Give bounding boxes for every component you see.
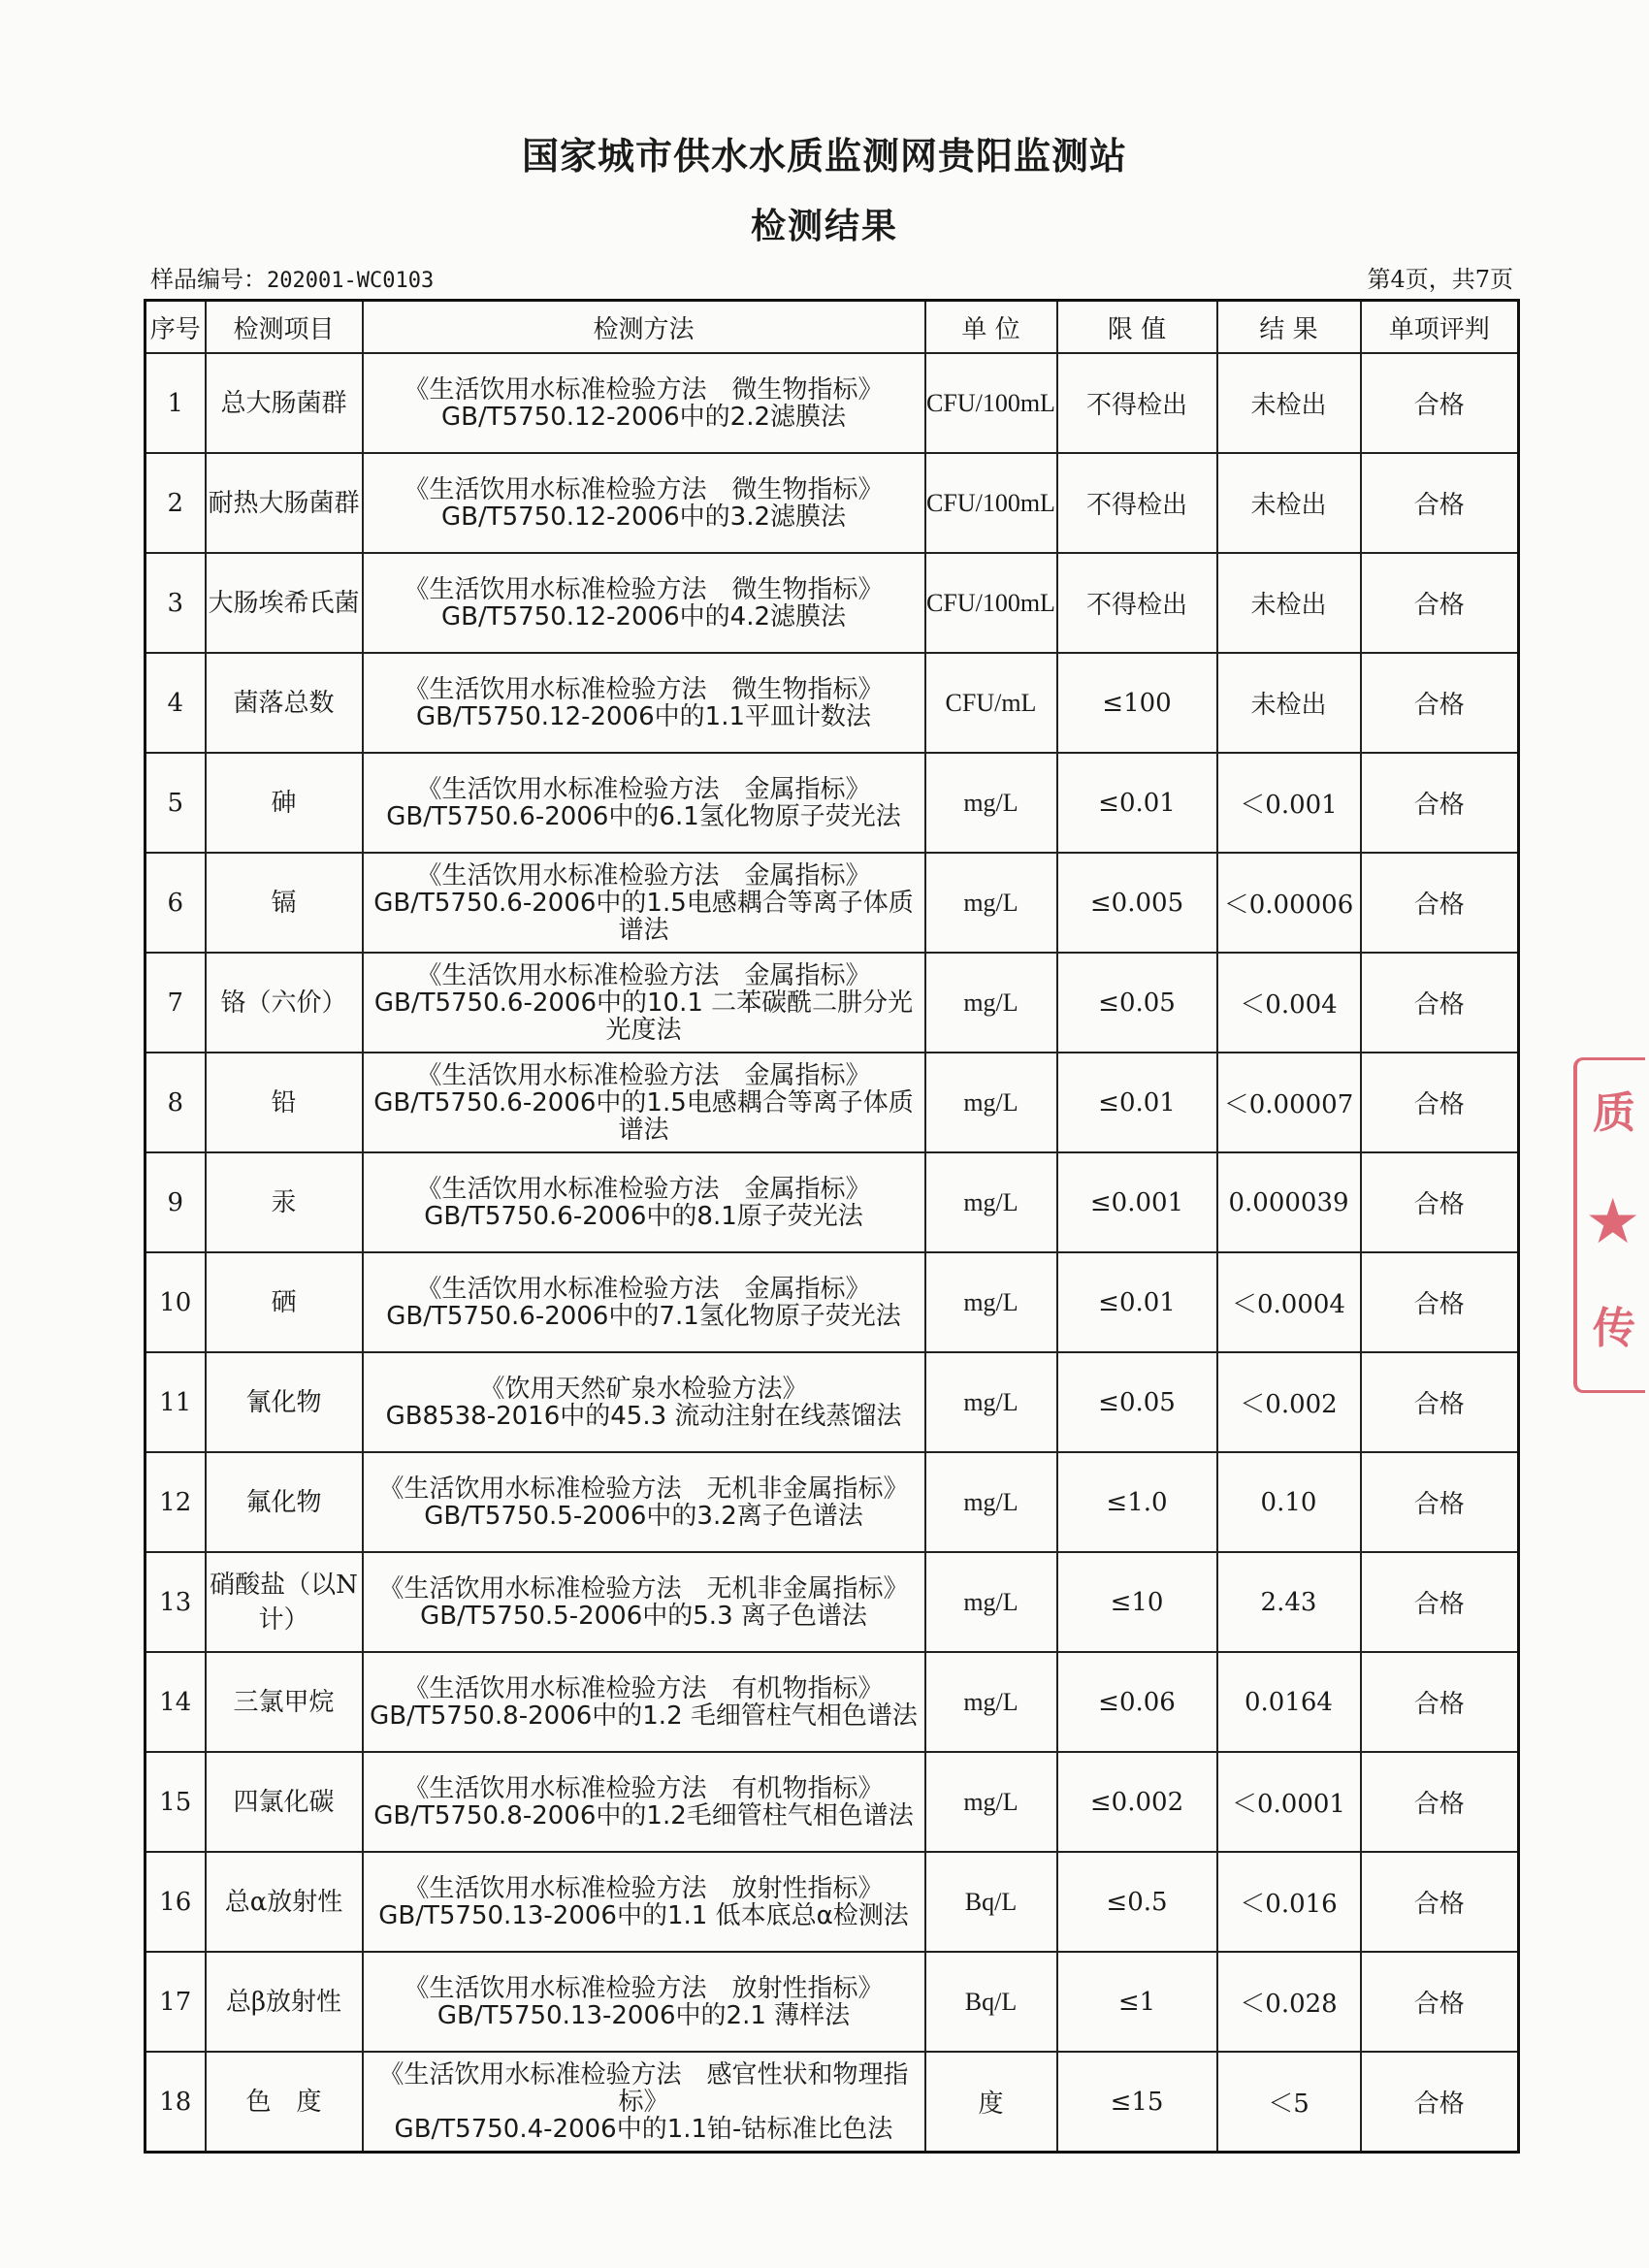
unit: mg/L xyxy=(925,1252,1057,1352)
judgement: 合格 xyxy=(1361,1352,1519,1452)
test-item: 三氯甲烷 xyxy=(206,1652,363,1752)
method-standard: 《生活饮用水标准检验方法 微生物指标》 xyxy=(404,574,884,604)
method-clause: GB8538-2016中的45.3 流动注射在线蒸馏法 xyxy=(385,1401,902,1431)
limit-value: ≤0.5 xyxy=(1057,1852,1217,1952)
star-icon: ★ xyxy=(1585,1186,1641,1258)
judgement: 合格 xyxy=(1361,2052,1519,2153)
limit-value: ≤0.05 xyxy=(1057,953,1217,1053)
judgement: 合格 xyxy=(1361,653,1519,753)
unit: mg/L xyxy=(925,753,1057,853)
judgement: 合格 xyxy=(1361,553,1519,653)
unit: mg/L xyxy=(925,1752,1057,1852)
table-row xyxy=(146,553,1519,653)
method-clause: GB/T5750.13-2006中的2.1 薄样法 xyxy=(436,2000,851,2030)
column-header: 限 值 xyxy=(1057,301,1217,354)
table-row xyxy=(146,1752,1519,1852)
row-number: 9 xyxy=(146,1152,206,1252)
test-item: 硝酸盐（以N计） xyxy=(206,1552,363,1652)
test-item: 铬（六价） xyxy=(206,953,363,1053)
test-item: 菌落总数 xyxy=(206,653,363,753)
test-method xyxy=(363,653,925,753)
method-clause: GB/T5750.5-2006中的5.3 离子色谱法 xyxy=(420,1601,867,1631)
unit: mg/L xyxy=(925,853,1057,953)
test-item: 氰化物 xyxy=(206,1352,363,1452)
method-standard: 《生活饮用水标准检验方法 无机非金属指标》 xyxy=(378,1573,909,1604)
unit: Bq/L xyxy=(925,1852,1057,1952)
row-number: 12 xyxy=(146,1452,206,1552)
unit: mg/L xyxy=(925,1552,1057,1652)
table-row xyxy=(146,353,1519,453)
result-value: 0.10 xyxy=(1217,1452,1361,1552)
method-standard: 《生活饮用水标准检验方法 金属指标》 xyxy=(416,1174,871,1204)
method-clause: GB/T5750.8-2006中的1.2 毛细管柱气相色谱法 xyxy=(370,1701,918,1731)
row-number: 11 xyxy=(146,1352,206,1452)
row-number: 4 xyxy=(146,653,206,753)
row-number: 2 xyxy=(146,453,206,553)
test-method xyxy=(363,1552,925,1652)
table-row xyxy=(146,1652,1519,1752)
test-item: 氟化物 xyxy=(206,1452,363,1552)
unit: CFU/100mL xyxy=(925,453,1057,553)
method-standard: 《生活饮用水标准检验方法 有机物指标》 xyxy=(404,1673,884,1703)
row-number: 10 xyxy=(146,1252,206,1352)
method-clause: GB/T5750.6-2006中的1.5电感耦合等离子体质谱法 xyxy=(373,888,914,945)
test-method xyxy=(363,2052,925,2153)
table-row xyxy=(146,1252,1519,1352)
method-clause: GB/T5750.6-2006中的7.1氢化物原子荧光法 xyxy=(386,1301,901,1331)
judgement: 合格 xyxy=(1361,1952,1519,2052)
method-clause: GB/T5750.4-2006中的1.1铂-钴标准比色法 xyxy=(394,2114,893,2144)
result-value: ＜0.016 xyxy=(1217,1852,1361,1952)
result-value: ＜0.028 xyxy=(1217,1952,1361,2052)
method-standard: 《生活饮用水标准检验方法 金属指标》 xyxy=(416,774,871,804)
test-item: 色 度 xyxy=(206,2052,363,2153)
row-number: 3 xyxy=(146,553,206,653)
limit-value: ≤0.06 xyxy=(1057,1652,1217,1752)
judgement: 合格 xyxy=(1361,1652,1519,1752)
result-value: ＜0.00006 xyxy=(1217,853,1361,953)
method-clause: GB/T5750.8-2006中的1.2毛细管柱气相色谱法 xyxy=(373,1800,914,1831)
judgement: 合格 xyxy=(1361,953,1519,1053)
test-method xyxy=(363,1152,925,1252)
judgement: 合格 xyxy=(1361,1852,1519,1952)
test-method xyxy=(363,1952,925,2052)
table-row xyxy=(146,1852,1519,1952)
table-row xyxy=(146,1952,1519,2052)
test-method xyxy=(363,1053,925,1152)
method-clause: GB/T5750.6-2006中的8.1原子荧光法 xyxy=(424,1201,863,1231)
limit-value: ≤100 xyxy=(1057,653,1217,753)
method-standard: 《生活饮用水标准检验方法 微生物指标》 xyxy=(404,474,884,504)
method-standard: 《生活饮用水标准检验方法 金属指标》 xyxy=(416,960,871,990)
result-value: 未检出 xyxy=(1217,453,1361,553)
column-header: 单 位 xyxy=(925,301,1057,354)
method-clause: GB/T5750.5-2006中的3.2离子色谱法 xyxy=(424,1501,863,1531)
method-clause: GB/T5750.6-2006中的1.5电感耦合等离子体质谱法 xyxy=(373,1087,914,1145)
test-item: 铅 xyxy=(206,1053,363,1152)
result-value: 0.0164 xyxy=(1217,1652,1361,1752)
unit: mg/L xyxy=(925,1452,1057,1552)
test-method xyxy=(363,1252,925,1352)
unit: mg/L xyxy=(925,1352,1057,1452)
method-standard: 《生活饮用水标准检验方法 金属指标》 xyxy=(416,860,871,891)
judgement: 合格 xyxy=(1361,1053,1519,1152)
method-clause: GB/T5750.6-2006中的10.1 二苯碳酰二肼分光光度法 xyxy=(373,988,914,1045)
method-standard: 《生活饮用水标准检验方法 放射性指标》 xyxy=(404,1973,884,2003)
unit: mg/L xyxy=(925,953,1057,1053)
table-body xyxy=(146,353,1519,2153)
row-number: 5 xyxy=(146,753,206,853)
test-item: 砷 xyxy=(206,753,363,853)
judgement: 合格 xyxy=(1361,1152,1519,1252)
sample-number xyxy=(150,260,434,294)
result-value: ＜0.00007 xyxy=(1217,1053,1361,1152)
method-clause: GB/T5750.12-2006中的2.2滤膜法 xyxy=(440,402,847,432)
method-clause: GB/T5750.12-2006中的3.2滤膜法 xyxy=(440,502,847,532)
test-method xyxy=(363,753,925,853)
row-number: 8 xyxy=(146,1053,206,1152)
table-row xyxy=(146,1352,1519,1452)
judgement: 合格 xyxy=(1361,1252,1519,1352)
stamp-char-top: 质 xyxy=(1593,1088,1635,1138)
unit: CFU/mL xyxy=(925,653,1057,753)
row-number: 1 xyxy=(146,353,206,453)
judgement: 合格 xyxy=(1361,453,1519,553)
table-row xyxy=(146,1552,1519,1652)
unit: CFU/100mL xyxy=(925,353,1057,453)
limit-value: 不得检出 xyxy=(1057,353,1217,453)
table-row xyxy=(146,453,1519,553)
result-value: ＜0.002 xyxy=(1217,1352,1361,1452)
table-row xyxy=(146,1152,1519,1252)
judgement: 合格 xyxy=(1361,853,1519,953)
test-method xyxy=(363,1352,925,1452)
limit-value: ≤0.002 xyxy=(1057,1752,1217,1852)
table-row xyxy=(146,1452,1519,1552)
limit-value: ≤0.05 xyxy=(1057,1352,1217,1452)
page-info: 第4页，共7页 xyxy=(1367,266,1513,293)
result-value: 未检出 xyxy=(1217,553,1361,653)
test-item: 汞 xyxy=(206,1152,363,1252)
test-method xyxy=(363,353,925,453)
row-number: 16 xyxy=(146,1852,206,1952)
method-standard: 《生活饮用水标准检验方法 微生物指标》 xyxy=(404,374,884,405)
meta-row xyxy=(150,260,1513,294)
test-item: 耐热大肠菌群 xyxy=(206,453,363,553)
method-standard: 《生活饮用水标准检验方法 金属指标》 xyxy=(416,1274,871,1304)
judgement: 合格 xyxy=(1361,353,1519,453)
table-header-row xyxy=(146,301,1519,354)
test-item: 硒 xyxy=(206,1252,363,1352)
method-clause: GB/T5750.6-2006中的6.1氢化物原子荧光法 xyxy=(386,801,901,831)
test-method xyxy=(363,853,925,953)
table-row xyxy=(146,1053,1519,1152)
results-table xyxy=(144,299,1520,2154)
judgement: 合格 xyxy=(1361,1752,1519,1852)
test-item: 总大肠菌群 xyxy=(206,353,363,453)
stamp-char-bottom: 传 xyxy=(1593,1304,1635,1353)
result-value: ＜0.0004 xyxy=(1217,1252,1361,1352)
judgement: 合格 xyxy=(1361,1452,1519,1552)
method-standard: 《生活饮用水标准检验方法 微生物指标》 xyxy=(404,674,884,704)
sample-number-value: 202001-WC0103 xyxy=(267,269,435,293)
method-standard: 《饮用天然矿泉水检验方法》 xyxy=(479,1374,808,1404)
table-row xyxy=(146,2052,1519,2153)
result-value: 未检出 xyxy=(1217,353,1361,453)
table-row xyxy=(146,753,1519,853)
limit-value: ≤0.001 xyxy=(1057,1152,1217,1252)
result-value: ＜0.001 xyxy=(1217,753,1361,853)
column-header: 序号 xyxy=(146,301,206,354)
limit-value: ≤1 xyxy=(1057,1952,1217,2052)
row-number: 14 xyxy=(146,1652,206,1752)
unit: mg/L xyxy=(925,1053,1057,1152)
method-standard: 《生活饮用水标准检验方法 金属指标》 xyxy=(416,1060,871,1090)
test-item: 镉 xyxy=(206,853,363,953)
test-item: 四氯化碳 xyxy=(206,1752,363,1852)
unit: 度 xyxy=(925,2052,1057,2153)
limit-value: ≤0.01 xyxy=(1057,753,1217,853)
result-value: 未检出 xyxy=(1217,653,1361,753)
row-number: 7 xyxy=(146,953,206,1053)
test-method xyxy=(363,553,925,653)
column-header: 检测项目 xyxy=(206,301,363,354)
limit-value: 不得检出 xyxy=(1057,553,1217,653)
table-row xyxy=(146,953,1519,1053)
limit-value: 不得检出 xyxy=(1057,453,1217,553)
method-clause: GB/T5750.13-2006中的1.1 低本底总α检测法 xyxy=(378,1900,909,1930)
method-clause: GB/T5750.12-2006中的1.1平皿计数法 xyxy=(415,701,872,731)
method-standard: 《生活饮用水标准检验方法 无机非金属指标》 xyxy=(378,1474,909,1504)
test-item: 总β放射性 xyxy=(206,1952,363,2052)
method-standard: 《生活饮用水标准检验方法 放射性指标》 xyxy=(404,1873,884,1903)
row-number: 6 xyxy=(146,853,206,953)
limit-value: ≤15 xyxy=(1057,2052,1217,2153)
unit: Bq/L xyxy=(925,1952,1057,2052)
test-item: 总α放射性 xyxy=(206,1852,363,1952)
row-number: 18 xyxy=(146,2052,206,2153)
test-item: 大肠埃希氏菌 xyxy=(206,553,363,653)
table-row xyxy=(146,853,1519,953)
page-subtitle: 检测结果 xyxy=(750,206,898,246)
sample-number-label: 样品编号： xyxy=(150,266,267,293)
result-value: 0.000039 xyxy=(1217,1152,1361,1252)
result-value: ＜5 xyxy=(1217,2052,1361,2153)
row-number: 13 xyxy=(146,1552,206,1652)
unit: mg/L xyxy=(925,1652,1057,1752)
column-header: 结 果 xyxy=(1217,301,1361,354)
table-row xyxy=(146,653,1519,753)
method-standard: 《生活饮用水标准检验方法 有机物指标》 xyxy=(404,1773,884,1803)
limit-value: ≤0.01 xyxy=(1057,1053,1217,1152)
page-title: 国家城市供水水质监测网贵阳监测站 xyxy=(521,134,1127,178)
row-number: 15 xyxy=(146,1752,206,1852)
test-method xyxy=(363,1852,925,1952)
column-header: 单项评判 xyxy=(1361,301,1519,354)
judgement: 合格 xyxy=(1361,753,1519,853)
result-value: ＜0.004 xyxy=(1217,953,1361,1053)
result-value: ＜0.0001 xyxy=(1217,1752,1361,1852)
method-clause: GB/T5750.12-2006中的4.2滤膜法 xyxy=(440,601,847,632)
column-header: 检测方法 xyxy=(363,301,925,354)
unit: mg/L xyxy=(925,1152,1057,1252)
limit-value: ≤0.01 xyxy=(1057,1252,1217,1352)
row-number: 17 xyxy=(146,1952,206,2052)
method-standard: 《生活饮用水标准检验方法 感官性状和物理指标》 xyxy=(378,2059,909,2117)
test-method xyxy=(363,1752,925,1852)
test-method xyxy=(363,1452,925,1552)
result-value: 2.43 xyxy=(1217,1552,1361,1652)
unit: CFU/100mL xyxy=(925,553,1057,653)
judgement: 合格 xyxy=(1361,1552,1519,1652)
test-method xyxy=(363,453,925,553)
limit-value: ≤10 xyxy=(1057,1552,1217,1652)
test-method xyxy=(363,1652,925,1752)
limit-value: ≤1.0 xyxy=(1057,1452,1217,1552)
red-seal-stamp xyxy=(1573,1057,1645,1393)
test-method xyxy=(363,953,925,1053)
limit-value: ≤0.005 xyxy=(1057,853,1217,953)
